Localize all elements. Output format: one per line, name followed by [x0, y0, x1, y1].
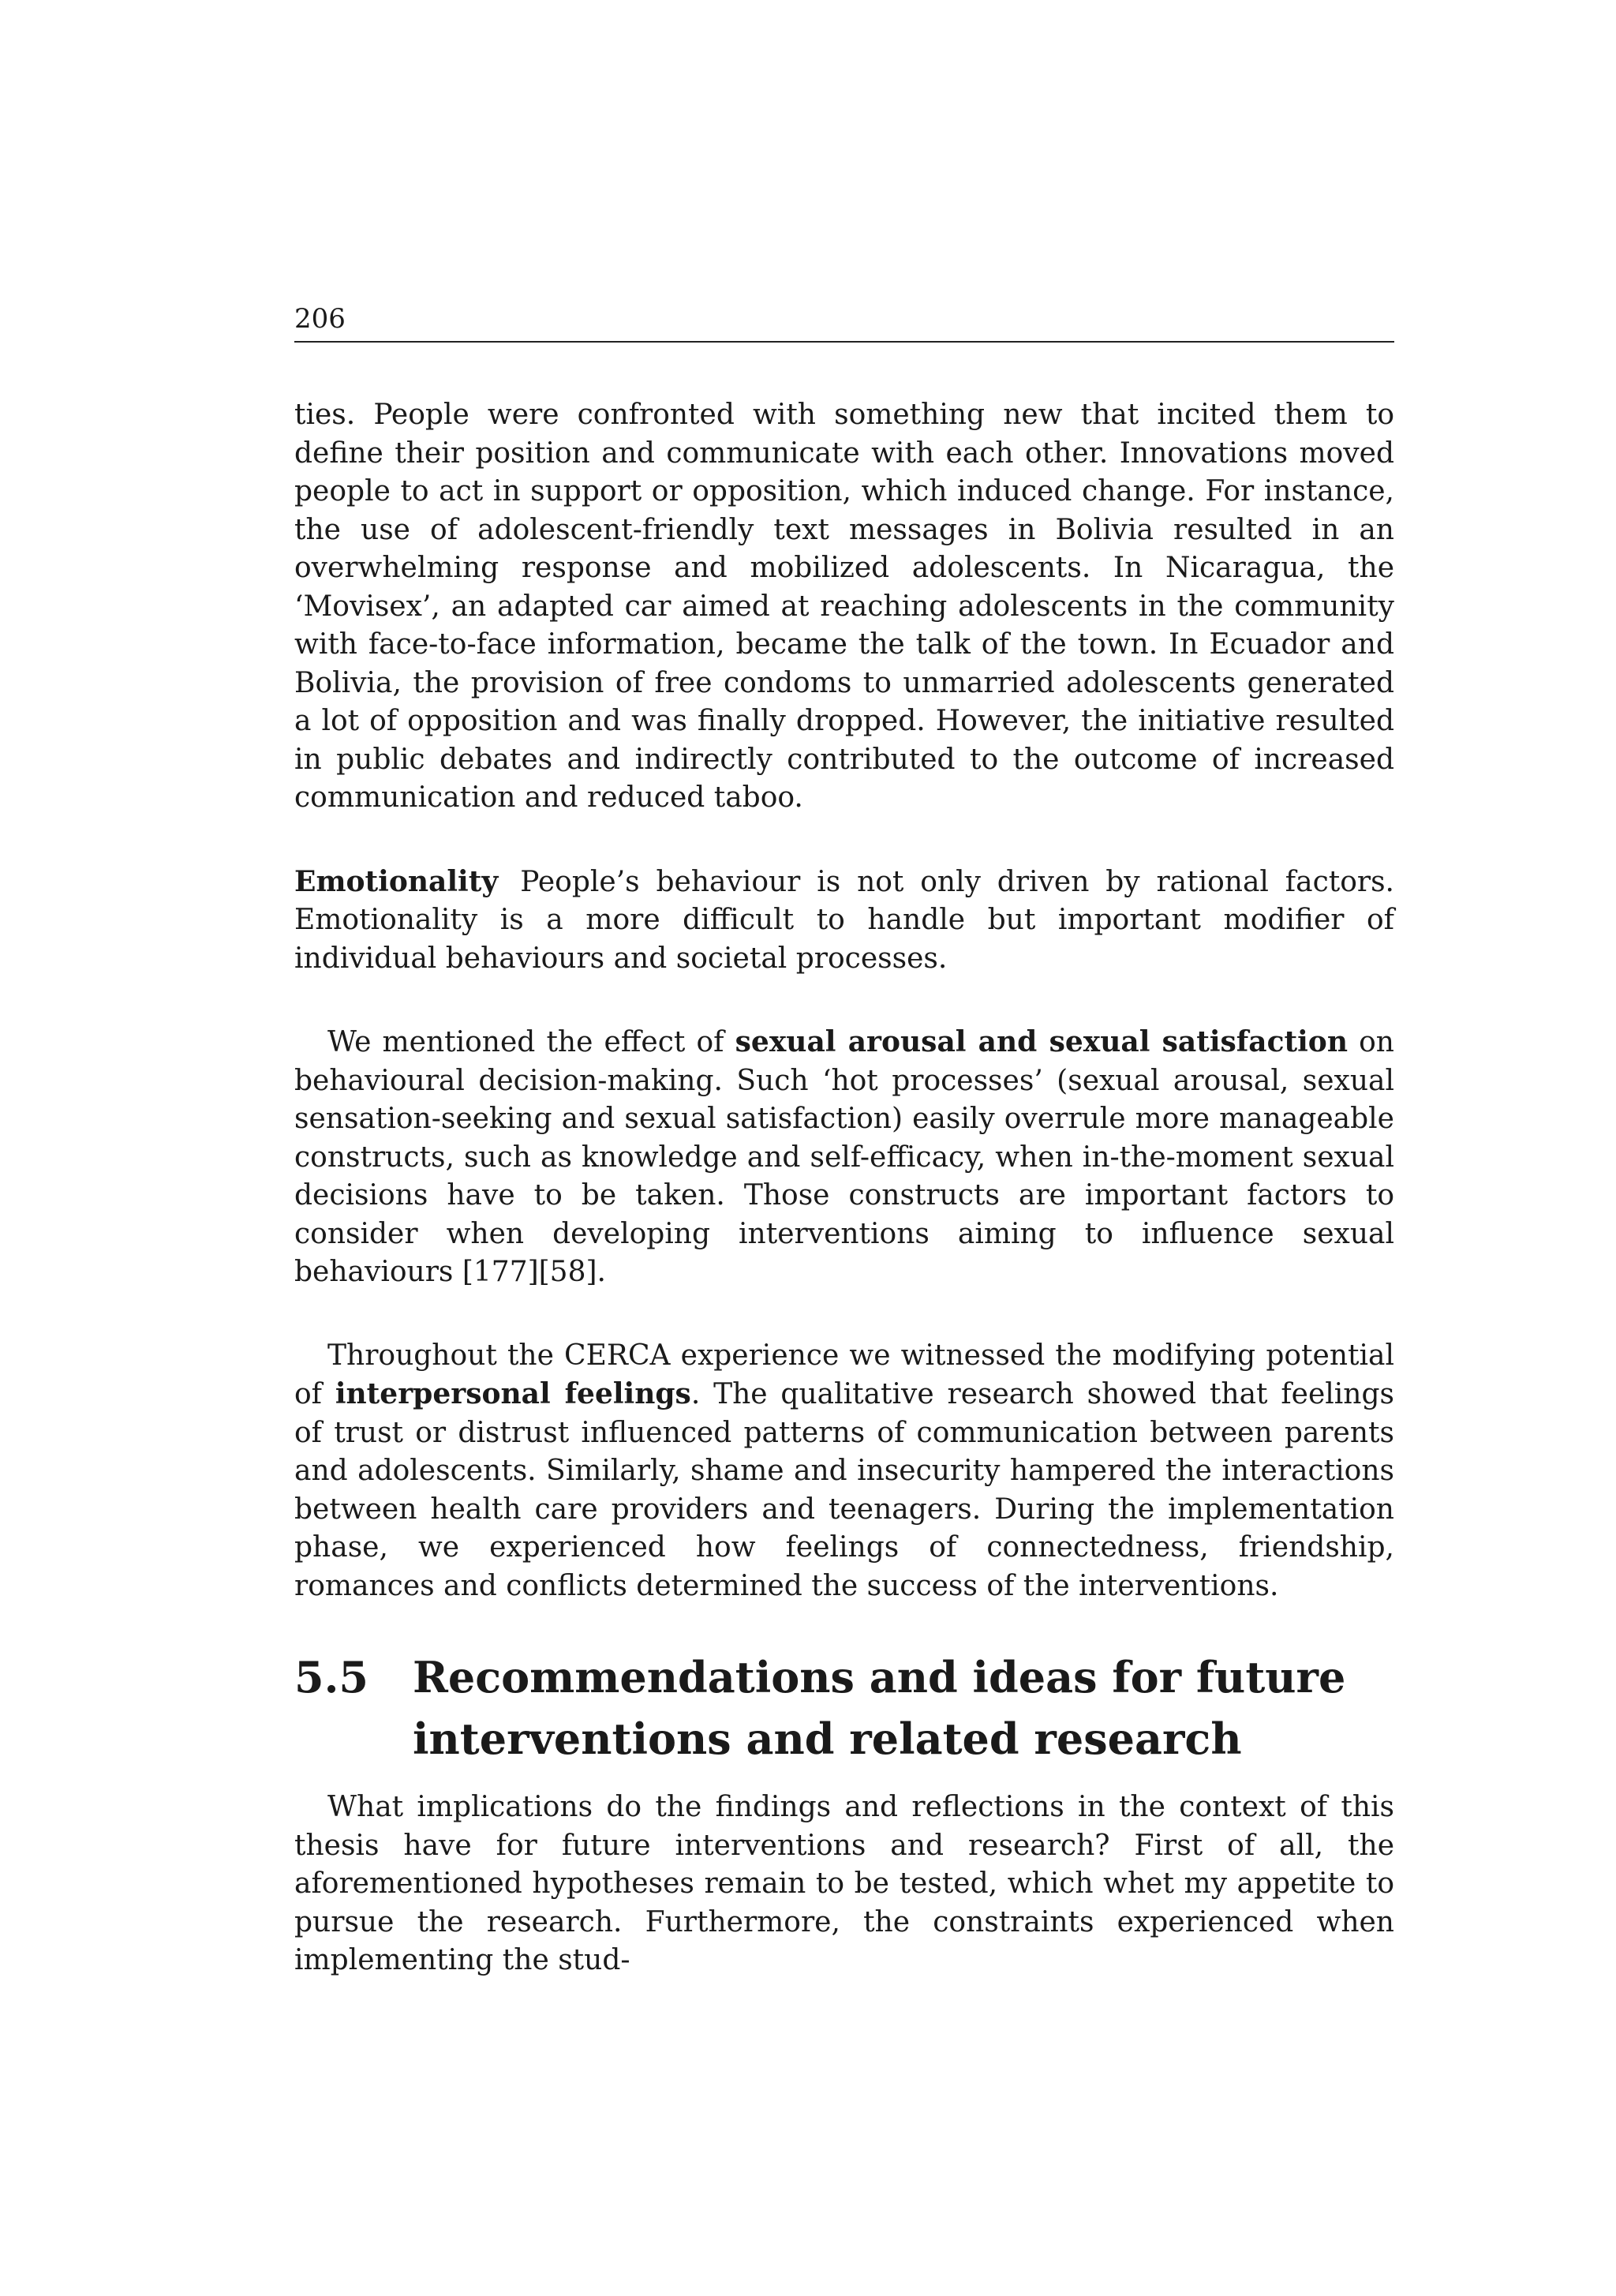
section-number: 5.5	[294, 1652, 368, 1702]
emphasis-interpersonal-feelings: interpersonal feelings	[335, 1377, 691, 1410]
paragraph-emotionality-text: People’s behaviour is not only driven by rational factors. Emotionality is a more difficult to handle but important modifier of individual behaviours and societal processes.	[294, 865, 1394, 975]
paragraph-emotionality	[294, 863, 1394, 979]
section-heading	[294, 1646, 1394, 1770]
paragraph-interpersonal-feelings	[294, 1337, 1394, 1606]
paragraph-implications: What implications do the findings and reflections in the context of this thesis have for future interventions and research? First of all, the aforementioned hypotheses remain to be tested, which whet my appetite to pursue the research. Furthermore, the constraints experienced when implementing the stud-	[294, 1791, 1394, 1976]
paragraph-interpersonal-start: Throughout the CERCA experience we witnessed the modifying potential of	[294, 1339, 1394, 1410]
run-in-heading-emotionality: Emotionality	[294, 864, 499, 898]
paragraph-interpersonal-end: . The qualitative research showed that feelings of trust or distrust influenced patterns of communication between parents and adolescents. Similarly, shame and insecurity hampered the interactions between health care providers and teenagers. During the implementation phase, we experienced how feelings of connectedness, friendship, romances and conflicts determined the success of the interventions.	[294, 1378, 1394, 1602]
page-number: 206	[294, 303, 346, 335]
paragraph-continued: ties. People were confronted with something new that incited them to define their position and communicate with each other. Innovations moved people to act in support or opposition, which induced change. For instance, the use of adolescent-friendly text messages in Bolivia resulted in an overwhelming response and mobilized adolescents. In Nicaragua, the ‘Movisex’, an adapted car aimed at reaching adolescents in the community with face-to-face information, became the talk of the town. In Ecuador and Bolivia, the provision of free condoms to unmarried adolescents generated a lot of opposition and was finally dropped. However, the initiative resulted in public debates and indirectly contributed to the outcome of increased communication and reduced taboo.	[294, 399, 1394, 814]
running-header	[294, 298, 1394, 343]
section-title: Recommendations and ideas for future interventions and related research	[413, 1652, 1346, 1764]
body-text	[294, 396, 1394, 1980]
paragraph-sexual-arousal	[294, 1023, 1394, 1292]
emphasis-sexual-arousal: sexual arousal and sexual satisfaction	[735, 1025, 1348, 1058]
paragraph-sexual-arousal-end: on behavioural decision-making. Such ‘hot processes’ (sexual arousal, sexual sensation-seeking and sexual satisfaction) easily overrule more manageable constructs, such as knowledge and self-efficacy, when in-the-moment sexual decisions have to be taken. Those constructs are important factors to consider when developing interventions aiming to influence sexual behaviours [177][58].	[294, 1026, 1394, 1288]
paragraph-sexual-arousal-start: We mentioned the effect of	[327, 1026, 735, 1058]
